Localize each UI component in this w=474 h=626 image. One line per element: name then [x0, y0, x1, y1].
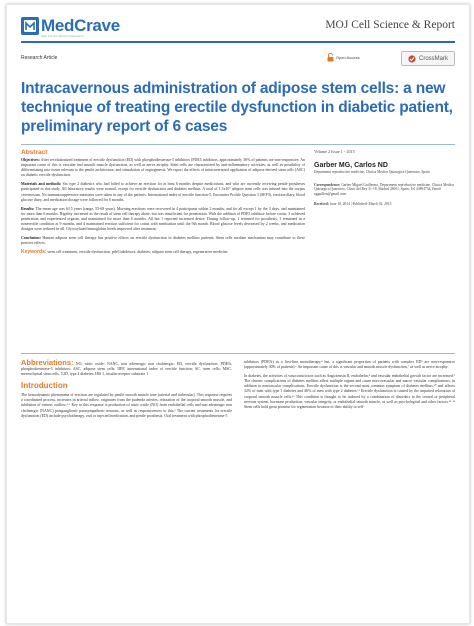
journal-name: MOJ Cell Science & Report	[325, 19, 455, 31]
open-access-label: Open Access	[336, 55, 360, 60]
methods-text: Six type 2 diabetics who had failed to achieve an erection for at least 6 months despite medications, and who are currently receiving penile prostheses participated in this study. All laboratory results were normal, except for erectile dysfunction and diabetes mellitus. A total of 1.5x10⁷ adipose stem cells was infused into the corpus cavernosum. No immunosuppressive measures were taken in any of the patients. International index of erectile function-5, Encounter Profile Question 3 (SEP3), erection diary, blood glucose diary, and medication dosage were followed for 6 months.	[21, 182, 305, 202]
received-label: Received:	[314, 202, 329, 207]
crossmark-label: CrossMark	[418, 55, 448, 62]
objectives-text: After revolutionized treatment of erectile dysfunction (ED) with phosphodiesterase-5 inhibitors (PDE5 inhibitors, approximately 30% of patients are non-responsive. An important cause of this is vascular and smooth muscle dysfunction, as well as nerve atrophy. Stem cells are characterized by anti-inflammatory activities, as well as possibility of differentiating into tissue relevant to the penile architecture, and stimulation of angiogenesis. We report the effects of intracavernosal application of adipose derived stem cells (ASC) on diabetic erectile dysfunction.	[21, 158, 305, 178]
abstract-heading: Abstract	[21, 149, 48, 156]
authors: Garber MG, Carlos ND	[314, 162, 388, 169]
conclusion-label: Conclusion:	[21, 236, 41, 241]
abbreviations-text: NO, nitric oxide; NANC, non adrenergic non cholinergic; ED, erectile dysfunction; PDE5i, phosphodiesterase-5 inhibitors; ASC, adipose stem cells; IIEF, international index of erectile function; SC, stem cells; MSC, mesenchymal stem cells, T2D, type 2 diabetes; IRS 1, insulin receptor substrate 1	[21, 362, 233, 377]
article-info-bar	[21, 47, 455, 69]
abbreviations-label: Abbreviations:	[21, 358, 74, 367]
article-metadata	[314, 149, 455, 206]
page-content	[21, 16, 455, 418]
open-lock-icon	[327, 53, 334, 62]
article-title: Intracavernous administration of adipose stem cells: a new technique of treating erectile dysfunction in diabetic patient, preliminary report of 6 cases	[21, 80, 453, 135]
logo-tagline: Step into the World of Research	[41, 34, 84, 38]
introduction-para-2: inhibitors (PDE5i) as a first-line monotherapy,⁴ but, a significant proportion of patients with complex ED⁵ are non-responsive (approximately 30% of patients).⁶ An important cause of this is vascular and smooth muscle dysfunction,⁷ as well as nerve atrophy.	[244, 360, 455, 370]
abstract-conclusion	[21, 236, 305, 246]
article-page	[6, 4, 470, 624]
crossmark-button[interactable]	[401, 51, 455, 66]
article-type: Research Article	[21, 55, 58, 61]
correspondence-text: Garber Miguel Guillermo, Department reproductive medicine, Clinica Medica Quirurgica Queretaro, Clinic del Rey 31-18, Madrid 28001, Spain, Tel 43894734, Email ngguillen@gmail.com	[314, 182, 454, 196]
open-access-badge[interactable]	[327, 53, 360, 62]
title-divider	[21, 144, 455, 145]
results-label: Results:	[21, 206, 35, 211]
abbreviations	[21, 360, 232, 377]
introduction-para-1: The hemodynamic phenomena of erection are regulated by penile smooth muscle tone (arterial and trabecular). This response requires a coordinated process, increases in arterial inflow, originates from the pudenda arteries, relaxation of the corporal smooth muscle, and inhibition of venous outflow.¹·² Key to this response is production of nitric oxide (NO) from endothelial cells and non adrenergic non cholinergic (NANC) postganglionic parasympathetic neurons, as well as responsiveness to this.³ The current treatments for erectile dysfunction (ED) include psychotherapy, oral or injected medication, and penile prosthesis. Oral treatment with phosphodiesterase-5	[21, 393, 232, 418]
objectives-label: Objectives:	[21, 158, 40, 162]
volume-issue: Volume 2 Issue 1 - 2015	[314, 149, 355, 154]
conclusion-text: Human adipose stem cell therapy has positive effects on erectile dysfunction in diabetes mellitus patients. Stem cells mediate mechanism may contribute to these positive effects.	[21, 236, 305, 246]
methods-label: Materials and methods:	[21, 182, 62, 187]
body-column-right	[244, 360, 455, 414]
keywords-text: stem cell treatment, erectile dysfunction, pde5 inhibitors, diabetes, adipose stem cell therapy, regenerative medicine	[47, 250, 228, 255]
introduction-heading: Introduction	[21, 381, 68, 391]
header-divider	[21, 41, 455, 43]
correspondence-label: Correspondence:	[314, 182, 341, 187]
abstract-keywords	[21, 250, 305, 255]
abstract-results	[21, 207, 305, 232]
received-dates	[314, 202, 455, 206]
introduction-para-3: In diabetes, the activities of vasoconstrictors such as Angiotensin II, endothelin,⁸ and vascular endothelial growth factor are increased.⁹ The chronic complications of diabetes mellitus affect multiple organs and cause microvascular and macro vascular complications, in addition to nonvascular complications. Erectile dysfunction is the second most common symptom of diabetes mellitus,¹⁰ and affects 32% of men with type 1 diabetes and 46% of men with type 2 diabetes.¹¹ Erectile dysfunction is caused by the impaired relaxation of corporal smooth muscle cells.¹² This condition is thought to be induced by a combination of disorders in the central or peripheral nervous system, hormone production, vascular integrity, or endothelial smooth muscle, as well as psychological and other factors.¹³·¹⁴ Stem cells hold great promise for regeneration because of their ability to self-	[244, 374, 455, 409]
crossmark-icon	[408, 55, 416, 63]
publisher-logo[interactable]	[21, 17, 120, 38]
correspondence	[314, 183, 455, 197]
results-text: The mean age was 63.5 years (range, 55-69 years). Morning erections were recovered in 4 participants within 2 months, and for all except 1 by the 3 days, and maintained for more than 6 months. Rigidity increased as the result of stem cell therapy alone, but was insufficient for penetration. With the addition of PDE5 inhibitor before coitus, 3 achieved penetration and experienced orgasm, and maintained for more than 6 months. All but 1 reported increased desire. During follow-up, 1 returned for prosthesis, 1 remained in a nonerectile condition at 9 months, and 4 maintained erection sufficient for coitus with medication until the 9th month. Blood glucose levels decreased by 2 weeks, and medication dosages were reduced in all. Glycosylated hemoglobin levels improved after treatment.	[21, 206, 306, 232]
abstract-column	[21, 149, 305, 260]
abstract-section	[21, 149, 455, 345]
logo-name: MedCrave	[41, 16, 120, 35]
keywords-label: Keywords:	[21, 249, 47, 256]
body-column-left	[21, 360, 232, 423]
journal-header	[21, 17, 455, 39]
medcrave-logo-icon	[21, 17, 39, 35]
received-text: June 18, 2014 | Published: March 02, 2015	[329, 202, 392, 207]
abstract-methods	[21, 182, 305, 202]
abstract-divider	[21, 353, 455, 354]
abstract-objectives	[21, 158, 305, 178]
affiliation: Department reproductive medicine, Clinica Medica Quirurgica Queretaro, Spain	[314, 170, 430, 174]
